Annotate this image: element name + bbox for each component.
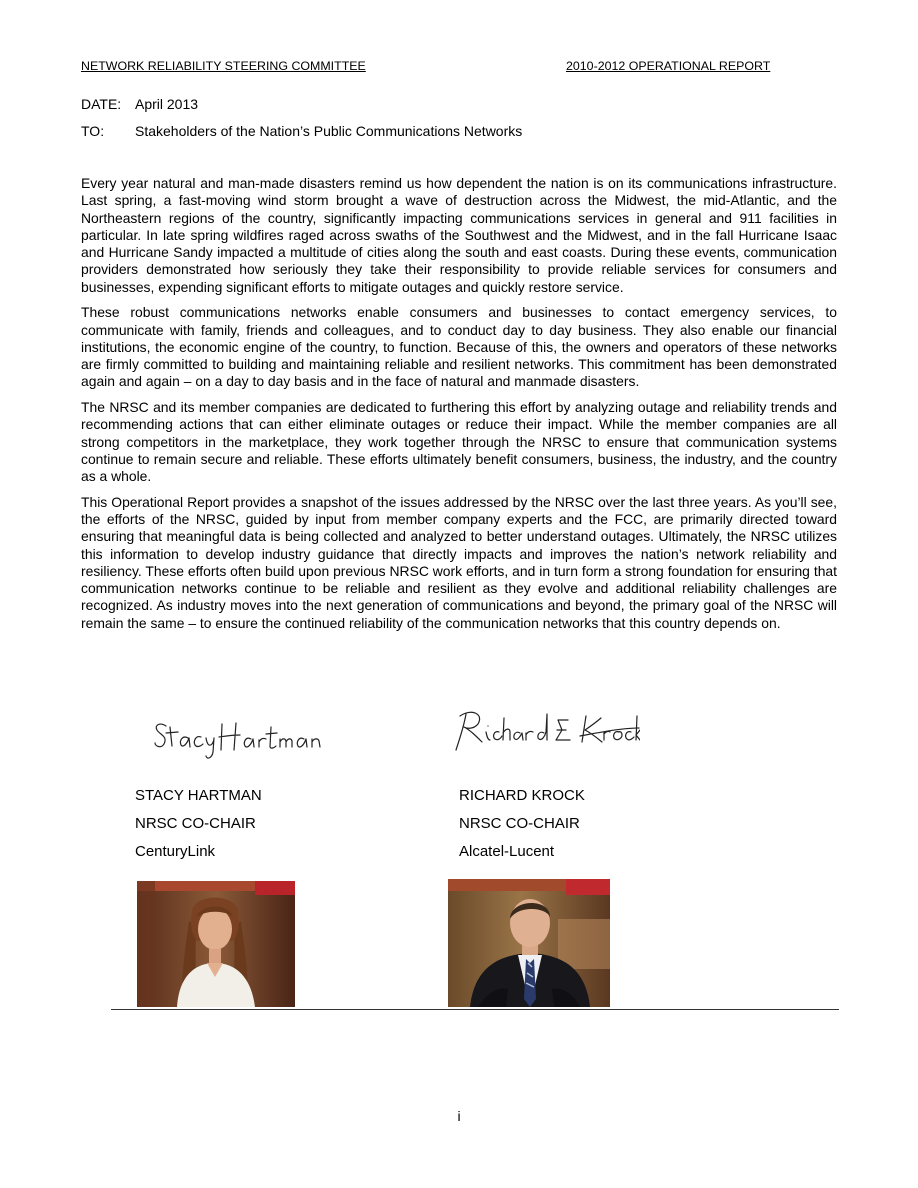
running-header-left: NETWORK RELIABILITY STEERING COMMITTEE <box>81 59 366 73</box>
running-header-right: 2010-2012 OPERATIONAL REPORT <box>566 59 771 73</box>
paragraph-1: Every year natural and man-made disasters remind us how dependent the nation is on its communications infrastructure. Last spring, a fast-moving wind storm brought a wave of destruction across the Midwest, the mid-Atlantic, and the Northeastern regions of the country, significantly impacting communications services in general and 911 facilities in particular. In late spring wildfires raged across swaths of the Southwest and the Midwest, and in the fall Hurricane Isaac and Hurricane Sandy impacted a multitude of cities along the south and east coasts. During these events, communication providers demonstrated how seriously they take their responsibility to provide reliable services for consumers and businesses, expending significant efforts to mitigate outages and quickly restore service. <box>81 175 837 295</box>
signatory-2-company: Alcatel-Lucent <box>459 843 555 860</box>
date-label: DATE: <box>81 96 122 112</box>
paragraph-3: The NRSC and its member companies are dedicated to furthering this effort by analyzing outage and reliability trends and recommending actions that can either eliminate outages or reduce their impact. While the member companies are all strong competitors in the marketplace, they work together through the NRSC to ensure that communication systems continue to remain secure and reliable. These efforts ultimately benefit consumers, business, the industry, and the country as a whole. <box>81 398 837 485</box>
memo-date-line <box>81 96 198 112</box>
signatory-2-title: NRSC CO-CHAIR <box>459 815 580 832</box>
signatory-2-name: RICHARD KROCK <box>459 787 585 804</box>
date-value: April 2013 <box>135 96 199 112</box>
memo-to-line <box>81 123 522 139</box>
portrait-photo-stacy-hartman <box>137 881 295 1007</box>
paragraph-4: This Operational Report provides a snapshot of the issues addressed by the NRSC over the last three years. As you’ll see, the efforts of the NRSC, guided by input from member company experts and the FCC, are primarily directed toward ensuring that meaningful data is being collected and analyzed to better understand outages. Ultimately, the NRSC utilizes this information to develop industry guidance that directly impacts and improves the nation’s network reliability and resiliency. These efforts often build upon previous NRSC work efforts, and in turn form a strong foundation for ensuring that communication networks continue to be reliable and resilient as they evolve and additional reliability challenges are recognized. As industry moves into the next generation of communications and beyond, the primary goal of the NRSC will remain the same – to ensure the continued reliability of the communication networks that this country depends on. <box>81 493 837 631</box>
portrait-photo-richard-krock <box>448 879 610 1007</box>
page-number: i <box>457 1108 461 1124</box>
horizontal-rule <box>111 1009 839 1010</box>
to-label: TO: <box>81 123 105 139</box>
to-value: Stakeholders of the Nation’s Public Communications Networks <box>135 123 523 139</box>
letter-body <box>81 175 837 640</box>
signature-stacy-hartman <box>152 716 328 762</box>
signatory-1-name: STACY HARTMAN <box>135 787 262 804</box>
signature-richard-krock <box>452 706 640 756</box>
signatory-1-title: NRSC CO-CHAIR <box>135 815 256 832</box>
paragraph-2: These robust communications networks enable consumers and businesses to contact emergency services, to communicate with family, friends and colleagues, and to conduct day to day business. They also enable our financial institutions, the economic engine of the country, to function. Because of this, the owners and operators of these networks are firmly committed to building and maintaining reliable and resilient networks. This commitment has been demonstrated again and again – on a day to day basis and in the face of natural and manmade disasters. <box>81 304 837 390</box>
signatory-1-company: CenturyLink <box>135 843 216 860</box>
